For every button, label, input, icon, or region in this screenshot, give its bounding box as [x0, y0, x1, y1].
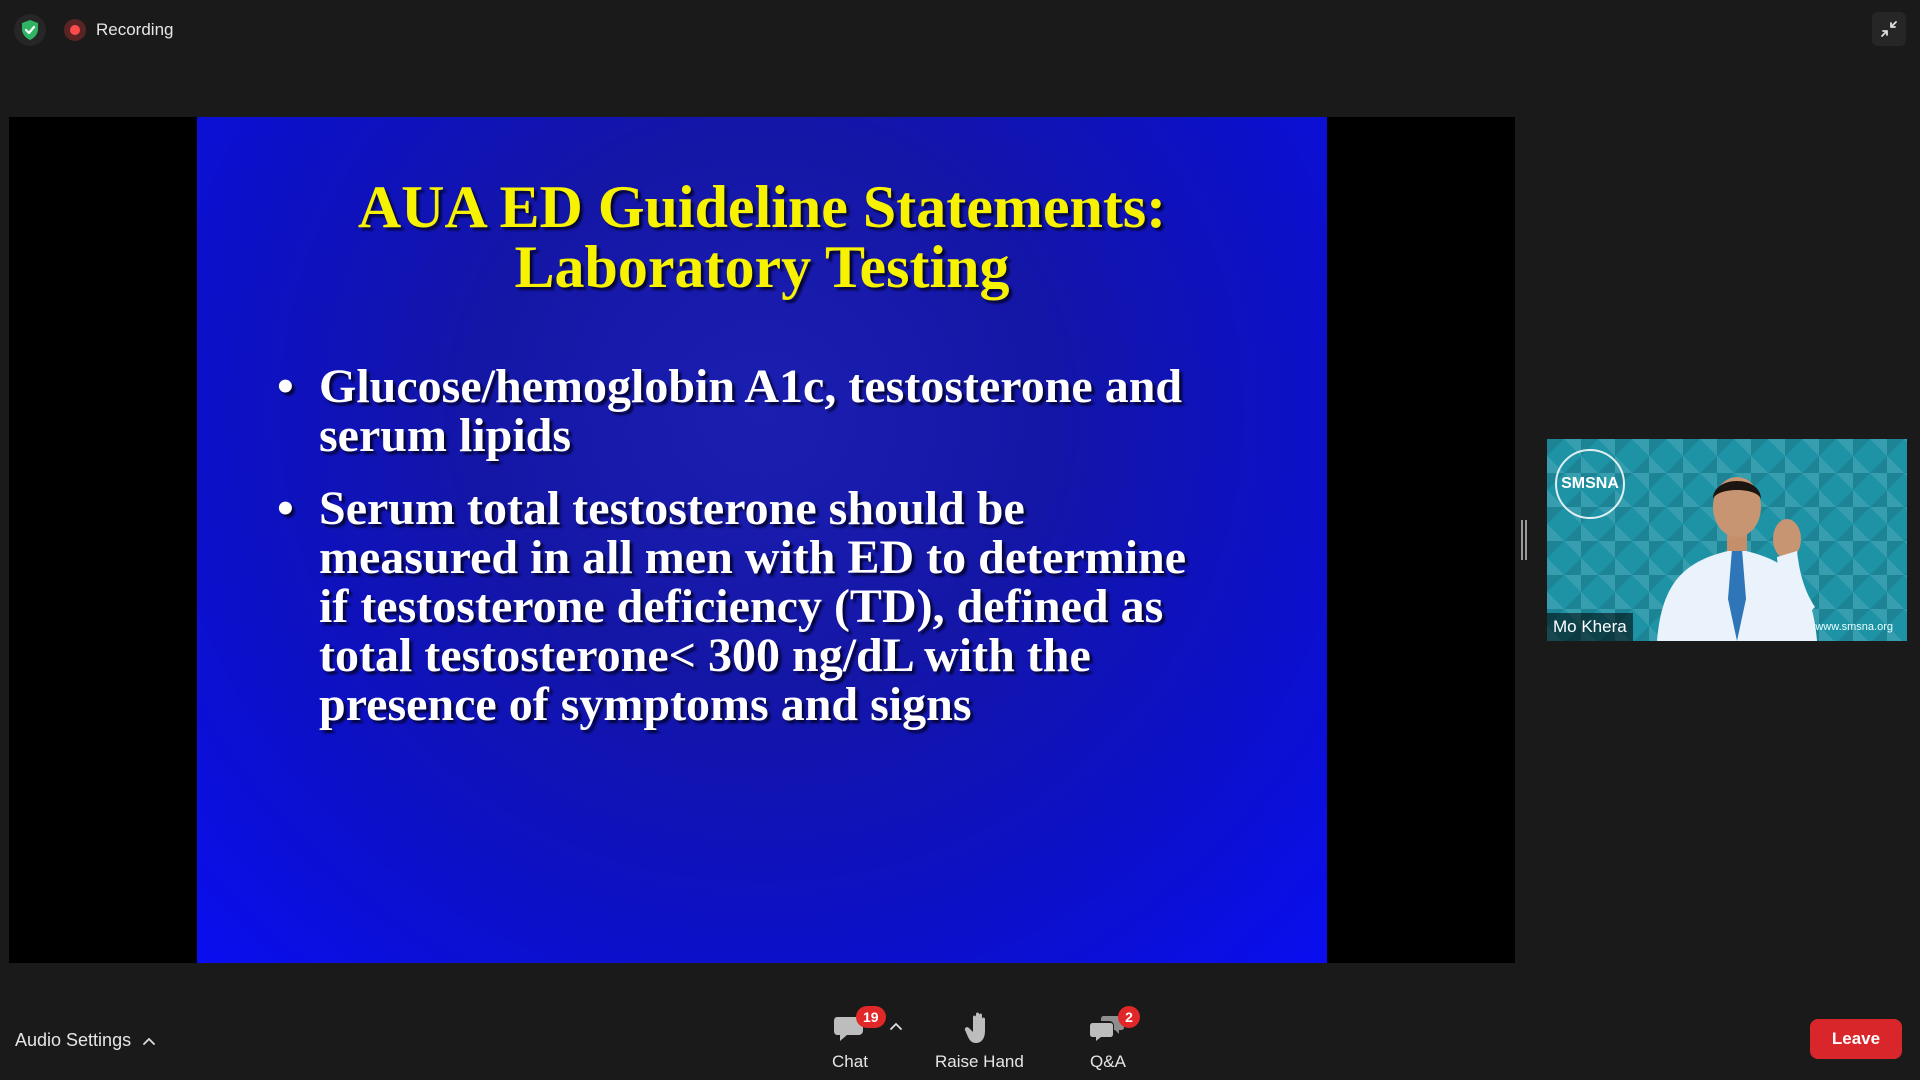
slide-bullet-1	[277, 362, 1297, 460]
slide-bullet-list	[277, 362, 1297, 753]
recording-label: Recording	[96, 20, 174, 39]
bullet-marker: •	[277, 482, 294, 535]
chevron-up-icon[interactable]	[143, 1037, 155, 1045]
qa-label: Q&A	[1090, 1052, 1126, 1071]
bullet-1-line-2: serum lipids	[319, 409, 572, 462]
qa-button[interactable]	[1078, 1010, 1138, 1072]
participant-video-tile[interactable]	[1547, 439, 1907, 641]
exit-fullscreen-button[interactable]	[1872, 12, 1906, 46]
bullet-2-line-5: presence of symptoms and signs	[319, 678, 972, 731]
smsna-logo-text: SMSNA	[1561, 475, 1619, 492]
top-bar	[0, 0, 1920, 60]
raise-hand-button[interactable]	[935, 1010, 1024, 1072]
raised-hand-icon	[964, 1011, 994, 1045]
raise-hand-label: Raise Hand	[935, 1052, 1024, 1071]
chat-label: Chat	[832, 1052, 868, 1071]
slide-title	[197, 174, 1327, 300]
panel-resize-handle[interactable]	[1520, 520, 1528, 560]
bullet-2-line-3: if testosterone deficiency (TD), defined as	[319, 580, 1164, 633]
qa-unread-badge: 2	[1118, 1006, 1140, 1028]
leave-button[interactable]: Leave	[1810, 1019, 1902, 1059]
smsna-logo	[1555, 449, 1625, 519]
chat-button[interactable]	[820, 1010, 880, 1072]
recording-indicator[interactable]	[64, 14, 174, 46]
presenter-figure	[1627, 439, 1847, 641]
bullet-2-line-1: Serum total testosterone should be	[319, 482, 1025, 535]
slide-title-line-2: Laboratory Testing	[514, 234, 1010, 300]
bullet-2-line-4: total testosterone< 300 ng/dL with the	[319, 629, 1091, 682]
security-shield-icon[interactable]	[14, 14, 46, 46]
audio-settings-label: Audio Settings	[15, 1030, 132, 1050]
slide-title-line-1: AUA ED Guideline Statements:	[357, 174, 1167, 240]
chat-unread-badge: 19	[856, 1006, 886, 1028]
watermark-url: www.smsna.org	[1815, 621, 1893, 633]
participant-name: Mo Khera	[1547, 613, 1633, 641]
exit-fullscreen-icon	[1879, 19, 1899, 39]
bullet-marker: •	[277, 360, 294, 413]
audio-settings-button[interactable]	[15, 1030, 155, 1051]
recording-dot-icon	[64, 19, 86, 41]
chat-options-chevron-icon[interactable]	[890, 1022, 902, 1030]
presentation-slide	[197, 117, 1327, 963]
shared-screen	[9, 117, 1515, 963]
slide-bullet-2	[277, 484, 1297, 729]
meeting-toolbar	[0, 980, 1920, 1080]
bullet-1-line-1: Glucose/hemoglobin A1c, testosterone and	[319, 360, 1183, 413]
bullet-2-line-2: measured in all men with ED to determine	[319, 531, 1187, 584]
